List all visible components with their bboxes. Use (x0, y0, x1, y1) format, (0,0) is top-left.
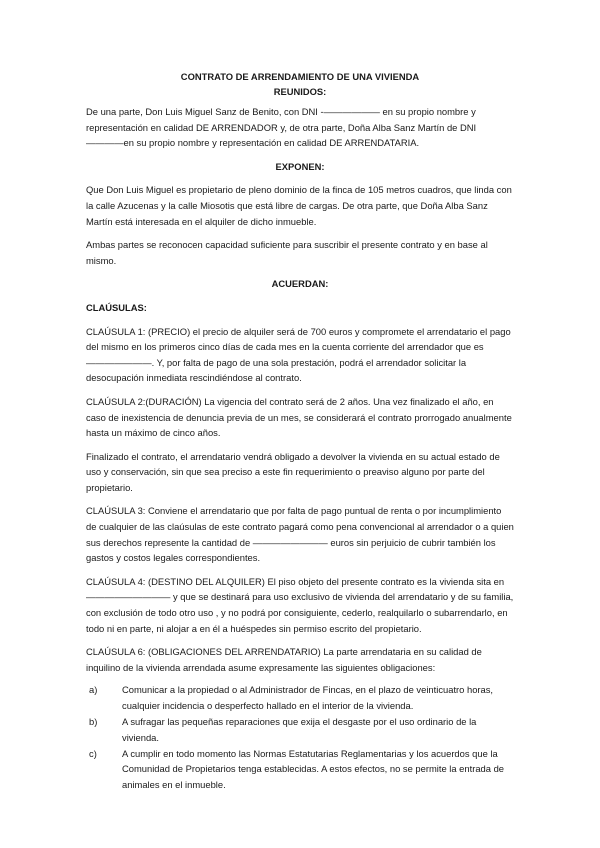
list-item (86, 714, 514, 745)
list-item-text: A sufragar las pequeñas reparaciones que exija el desgaste por el uso ordinario de la vivienda. (122, 716, 477, 743)
clausula-3-paragraph: CLAÚSULA 3: Conviene el arrendatario que por falta de pago puntual de renta o por incumplimiento de cualquier de las claúsulas de este contrato pagará como pena convencional al arrendador o a quien sus derechos represente la cantidad de ———————— euros sin perjuicio de cubrir también los gastos y costos legales correspondientes. (86, 505, 514, 564)
acuerdan-heading: ACUERDAN: (271, 278, 329, 290)
list-item-letter: a) (89, 684, 98, 696)
clausulas-heading: CLAÚSULAS: (86, 301, 147, 313)
document-page (86, 70, 514, 793)
exponen-paragraph: Que Don Luis Miguel es propietario de pleno dominio de la finca de 105 metros cuadros, que linda con la calle Azucenas y la calle Miosotis que está libre de cargas. De otra parte, que Doña Alba Sanz Martín está interesada en el alquiler de dicho inmueble. (86, 184, 512, 227)
clausula-1-paragraph: CLAÚSULA 1: (PRECIO) el precio de alquiler será de 700 euros y compromete el arrendatario el pago del mismo en los primeros cinco días de cada mes en la cuenta corriente del arrendador que es ———————. Y, por falta de pago de una sola prestación, podrá el arrendador solicitar la desocupación inmediata rescindiéndose al contrato. (86, 325, 511, 384)
reunidos-paragraph: De una parte, Don Luis Miguel Sanz de Benito, con DNI -—————— en su propio nombre y representación en calidad DE ARRENDADOR y, de otra parte, Doña Alba Sanz Martín de DNI ————en su propio nombre y representación en calidad DE ARRENDATARIA. (86, 106, 477, 149)
clausula-2-paragraph: CLAÚSULA 2:(DURACIÓN) La vigencia del contrato será de 2 años. Una vez finalizado el año, en caso de inexistencia de denuncia previa de un mes, se considerará el contrato prorrogado anualmente hasta un máximo de cinco años. (86, 395, 512, 439)
capacidad-paragraph: Ambas partes se reconocen capacidad suficiente para suscribir el presente contrato y en base al mismo. (86, 239, 488, 266)
list-item-text: Comunicar a la propiedad o al Administrador de Fincas, en el plazo de veinticuatro horas, cualquier incidencia o desperfecto hallado en el interior de la vivienda. (122, 684, 494, 711)
finalizado-paragraph: Finalizado el contrato, el arrendatario vendrá obligado a devolver la vivienda en su actual estado de uso y conservación, sin que sea preciso a este fin requerimiento o preaviso alguno por parte del propietario. (86, 450, 500, 493)
list-item-letter: b) (89, 716, 98, 728)
list-item-text: A cumplir en todo momento las Normas Estatutarias Reglamentarias y los acuerdos que la Comunidad de Propietarios tenga establecidas. A estos efectos, no se permite la entrada de animales en el inmueble. (122, 748, 505, 790)
document-title: CONTRATO DE ARRENDAMIENTO DE UNA VIVIENDA (180, 71, 420, 82)
list-item (86, 746, 514, 792)
list-item (86, 682, 514, 713)
clausula-6-paragraph: CLAÚSULA 6: (OBLIGACIONES DEL ARRENDATARIO) La parte arrendataria en su calidad de inquilino de la vivienda arrendada asume expresamente las siguientes obligaciones: (86, 646, 482, 673)
document-header (86, 70, 514, 99)
exponen-heading: EXPONEN: (275, 160, 325, 172)
obligaciones-list (86, 682, 514, 792)
list-item-letter: c) (89, 748, 97, 760)
clausula-4-paragraph: CLAÚSULA 4: (DESTINO DEL ALQUILER) El piso objeto del presente contrato es la vivienda sita en ————————— y que se destinará para uso exclusivo de vivienda del arrendatario y de su familia, con exclusión de todo otro uso , y no podrá por consiguiente, cederlo, realquilarlo o subarrendarlo, en todo ni en parte, ni alojar a en él a huéspedes sin permiso escrito del propietario. (86, 575, 514, 634)
reunidos-heading: REUNIDOS: (273, 85, 327, 97)
